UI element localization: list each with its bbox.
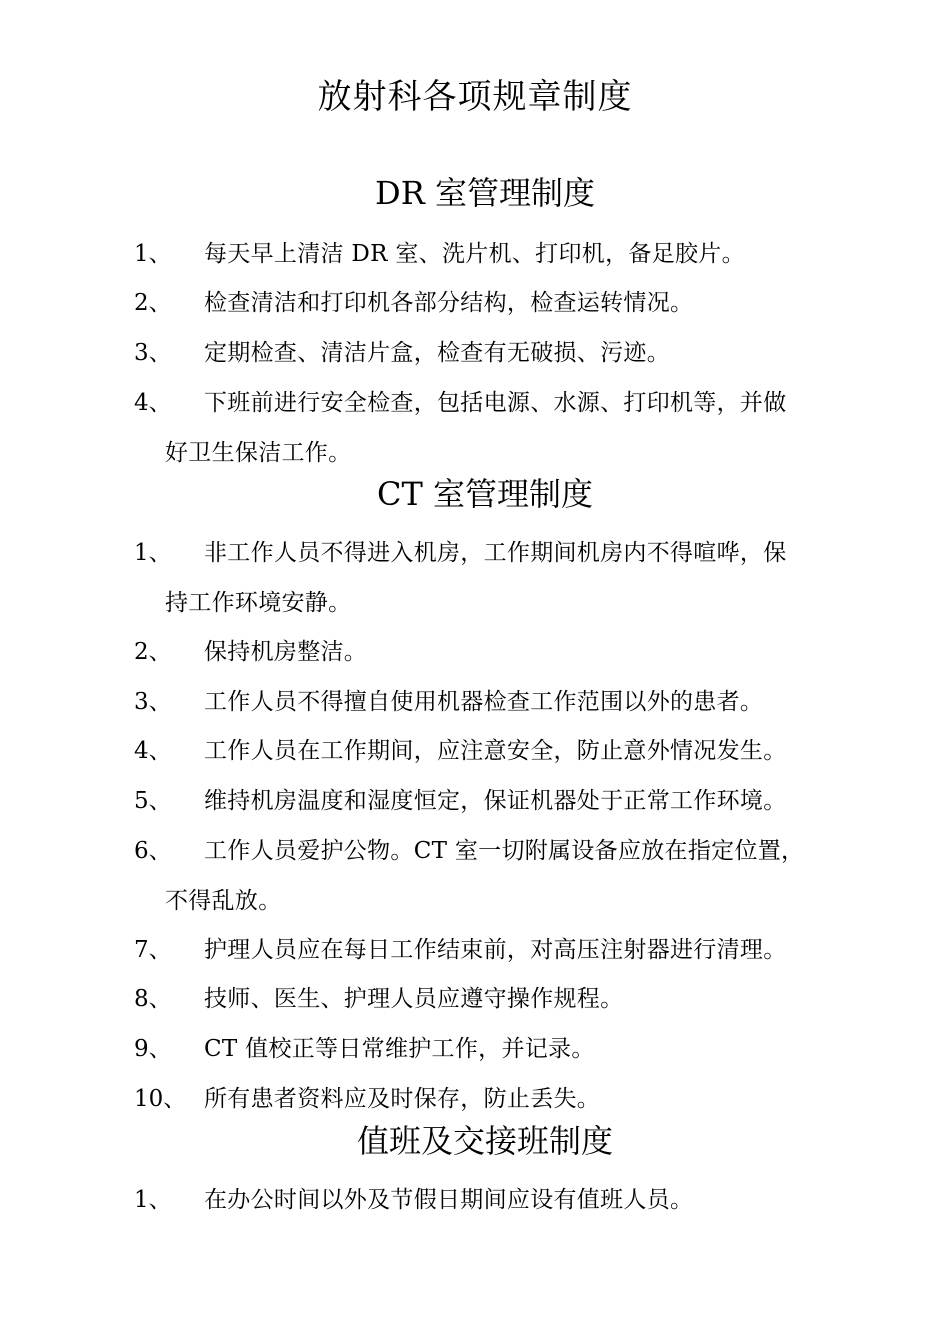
- item-number: 4、: [134, 738, 172, 764]
- item-text: 每天早上清洁 DR 室、洗片机、打印机，备足胶片。: [204, 241, 745, 267]
- item-number: 7、: [134, 937, 172, 963]
- item-number: 3、: [134, 689, 172, 715]
- item-number: 6、: [134, 838, 172, 864]
- item-text: 维持机房温度和湿度恒定，保证机器处于正常工作环境。: [204, 788, 787, 814]
- item-text: 检查清洁和打印机各部分结构，检查运转情况。: [204, 290, 694, 316]
- item-number: 10、: [134, 1086, 187, 1112]
- item-text: 在办公时间以外及节假日期间应设有值班人员。: [204, 1187, 694, 1213]
- item-text-continuation: 好卫生保洁工作。: [165, 440, 352, 466]
- item-text: 工作人员在工作期间，应注意安全，防止意外情况发生。: [204, 738, 787, 764]
- item-text-continuation: 不得乱放。: [165, 888, 282, 914]
- item-text: 所有患者资料应及时保存，防止丢失。: [204, 1086, 601, 1112]
- item-number: 1、: [134, 540, 172, 566]
- item-number: 1、: [134, 1187, 172, 1213]
- item-text: 下班前进行安全检查，包括电源、水源、打印机等，并做: [204, 390, 787, 416]
- item-number: 2、: [134, 639, 172, 665]
- item-number: 3、: [134, 340, 172, 366]
- item-text: CT 值校正等日常维护工作，并记录。: [204, 1036, 595, 1062]
- item-text: 非工作人员不得进入机房，工作期间机房内不得喧哗，保: [204, 540, 787, 566]
- page-title: 放射科各项规章制度: [317, 77, 633, 117]
- section-heading-dr: DR 室管理制度: [375, 174, 595, 212]
- item-number: 5、: [134, 788, 172, 814]
- section-heading-ct: CT 室管理制度: [376, 475, 593, 513]
- item-text: 技师、医生、护理人员应遵守操作规程。: [204, 986, 624, 1012]
- item-text: 护理人员应在每日工作结束前，对高压注射器进行清理。: [204, 937, 787, 963]
- item-text: 工作人员不得擅自使用机器检查工作范围以外的患者。: [204, 689, 764, 715]
- item-number: 9、: [134, 1036, 172, 1062]
- section-heading-duty: 值班及交接班制度: [356, 1122, 613, 1160]
- item-text-continuation: 持工作环境安静。: [165, 590, 352, 616]
- item-number: 1、: [134, 241, 172, 267]
- item-number: 8、: [134, 986, 172, 1012]
- item-number: 4、: [134, 390, 172, 416]
- item-text: 工作人员爱护公物。CT 室一切附属设备应放在指定位置，: [204, 838, 805, 864]
- item-text: 定期检查、清洁片盒，检查有无破损、污迹。: [204, 340, 670, 366]
- item-text: 保持机房整洁。: [204, 639, 368, 665]
- item-number: 2、: [134, 290, 172, 316]
